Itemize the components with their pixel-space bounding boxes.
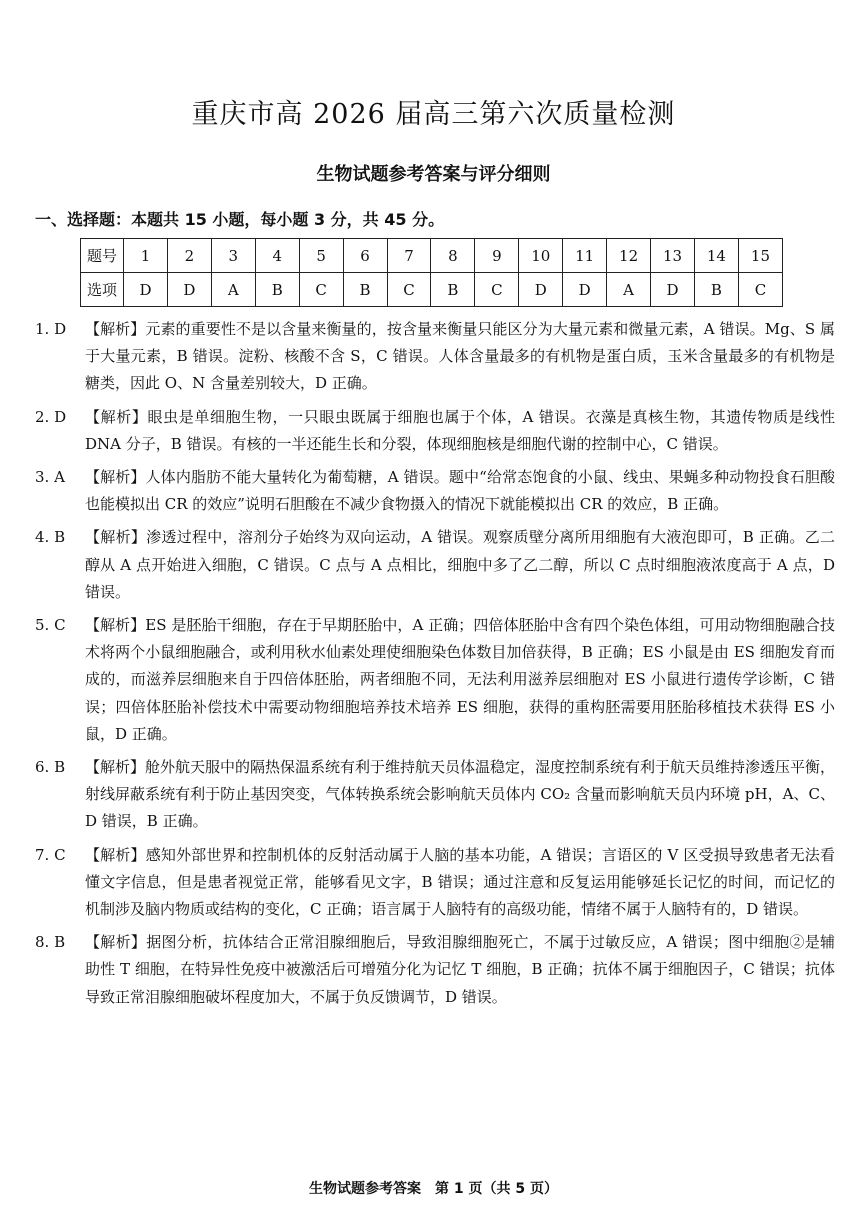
explanation-item: [35, 404, 835, 458]
question-number-cell: 7: [387, 239, 431, 273]
answer-cell: D: [124, 273, 168, 307]
question-answer-label: 6. B: [35, 758, 66, 777]
document-subtitle: 生物试题参考答案与评分细则: [316, 164, 551, 185]
explanation-text: 【解析】渗透过程中，溶剂分子始终为双向运动，A 错误。观察质壁分离所用细胞有大液泡即可，B 正确。乙二醇从 A 点开始进入细胞，C 错误。C 点与 A 点相比，细胞中多了乙二醇，所以 C 点时细胞液浓度高于 A 点，D 错误。: [85, 528, 835, 601]
explanation-item: [35, 524, 835, 606]
question-answer-label: 7. C: [35, 845, 66, 864]
answer-cell: D: [651, 273, 695, 307]
answer-cell: C: [299, 273, 343, 307]
question-number-cell: 5: [299, 239, 343, 273]
question-answer-label: 1. D: [35, 320, 67, 338]
question-number-cell: 11: [563, 239, 607, 273]
explanation-item: [35, 464, 835, 518]
section-heading: 一、选择题：本题共 15 小题，每小题 3 分，共 45 分。: [35, 210, 445, 229]
explanation-text: 【解析】舱外航天服中的隔热保温系统有利于维持航天员体温稳定，湿度控制系统有利于航天员维持渗透压平衡，射线屏蔽系统有利于防止基因突变，气体转换系统会影响航天员体内 CO₂ 含量而影响航天员内环境 pH，A、C、D 错误，B 正确。: [85, 758, 836, 831]
explanation-item: [35, 929, 835, 1011]
question-number-cell: 13: [651, 239, 695, 273]
explanation-item: [35, 612, 835, 748]
answer-cell: D: [563, 273, 607, 307]
question-number-cell: 15: [738, 239, 782, 273]
row-label-question: 题号: [81, 239, 124, 273]
question-number-cell: 4: [255, 239, 299, 273]
question-number-cell: 9: [475, 239, 519, 273]
question-number-cell: 2: [167, 239, 211, 273]
answer-cell: D: [167, 273, 211, 307]
question-number-row: [81, 239, 783, 273]
question-answer-label: 2. D: [35, 407, 67, 426]
page-footer: 生物试题参考答案 第 1 页（共 5 页）: [309, 1181, 558, 1197]
explanation-text: 【解析】元素的重要性不是以含量来衡量的，按含量来衡量只能区分为大量元素和微量元素，A 错误。Mg、S 属于大量元素，B 错误。淀粉、核酸不含 S，C 错误。人体含量最多的有机物是蛋白质，玉米含量最多的有机物是糖类，因此 O、N 含量差别较大，D 正确。: [85, 320, 835, 393]
explanation-text: 【解析】感知外部世界和控制机体的反射活动属于人脑的基本功能，A 错误；言语区的 V 区受损导致患者无法看懂文字信息，但是患者视觉正常，能够看见文字，B 错误；通过注意和反复运用能够延长记忆的时间，而记忆的机制涉及脑内物质或结构的变化，C 正确；语言属于人脑特有的高级功能，情绪不属于人脑特有的，D 错误。: [85, 845, 835, 919]
explanation-text: 【解析】据图分析，抗体结合正常泪腺细胞后，导致泪腺细胞死亡，不属于过敏反应，A 错误；图中细胞②是辅助性 T 细胞，在特异性免疫中被激活后可增殖分化为记忆 T 细胞，B 正确；抗体不属于细胞因子，C 错误；抗体导致正常泪腺细胞破坏程度加大，不属于负反馈调节，D 错误。: [85, 933, 835, 1006]
explanation-item: [35, 842, 835, 924]
question-number-cell: 1: [124, 239, 168, 273]
explanation-text: 【解析】人体内脂肪不能大量转化为葡萄糖，A 错误。题中“给常态饱食的小鼠、线虫、果蝇多种动物投食石胆酸也能模拟出 CR 的效应”说明石胆酸在不减少食物摄入的情况下就能模拟出 CR 的效应，B 正确。: [85, 468, 835, 514]
answer-cell: B: [343, 273, 387, 307]
question-answer-label: 4. B: [35, 528, 66, 547]
answer-cell: A: [211, 273, 255, 307]
question-number-cell: 10: [519, 239, 563, 273]
answer-cell: D: [519, 273, 563, 307]
answer-cell: B: [694, 273, 738, 307]
question-answer-label: 3. A: [35, 468, 65, 487]
explanation-text: 【解析】ES 是胚胎干细胞，存在于早期胚胎中，A 正确；四倍体胚胎中含有四个染色体组，可用动物细胞融合技术将两个小鼠细胞融合，或利用秋水仙素处理使细胞染色体数目加倍获得，B 正确；ES 小鼠是由 ES 细胞发育而成的，而滋养层细胞来自于四倍体胚胎，两者细胞不同，无法利用滋养层细胞对 ES 小鼠进行遗传学诊断，C 错误；四倍体胚胎补偿技术中需要动物细胞培养技术培养 ES 细胞，获得的重构胚需要用胚胎移植技术获得 ES 小鼠，D 正确。: [85, 616, 835, 743]
question-answer-label: 5. C: [35, 616, 66, 635]
question-number-cell: 12: [607, 239, 651, 273]
answer-cell: C: [475, 273, 519, 307]
question-number-cell: 8: [431, 239, 475, 273]
question-answer-label: 8. B: [35, 933, 66, 952]
answer-cell: C: [738, 273, 782, 307]
explanation-item: [35, 316, 835, 398]
question-number-cell: 14: [694, 239, 738, 273]
explanation-list: [35, 316, 835, 1017]
answer-table: [80, 238, 783, 307]
answer-cell: C: [387, 273, 431, 307]
question-number-cell: 6: [343, 239, 387, 273]
row-label-option: 选项: [81, 273, 124, 307]
answer-cell: B: [431, 273, 475, 307]
answer-cell: A: [607, 273, 651, 307]
explanation-item: [35, 754, 835, 836]
page-title: 重庆市高 2026 届高三第六次质量检测: [191, 99, 676, 130]
answer-row: [81, 273, 783, 307]
explanation-text: 【解析】眼虫是单细胞生物，一只眼虫既属于细胞也属于个体，A 错误。衣藻是真核生物，其遗传物质是线性 DNA 分子，B 错误。有核的一半还能生长和分裂，体现细胞核是细胞代谢的控制中心，C 错误。: [85, 407, 835, 453]
answer-cell: B: [255, 273, 299, 307]
question-number-cell: 3: [211, 239, 255, 273]
